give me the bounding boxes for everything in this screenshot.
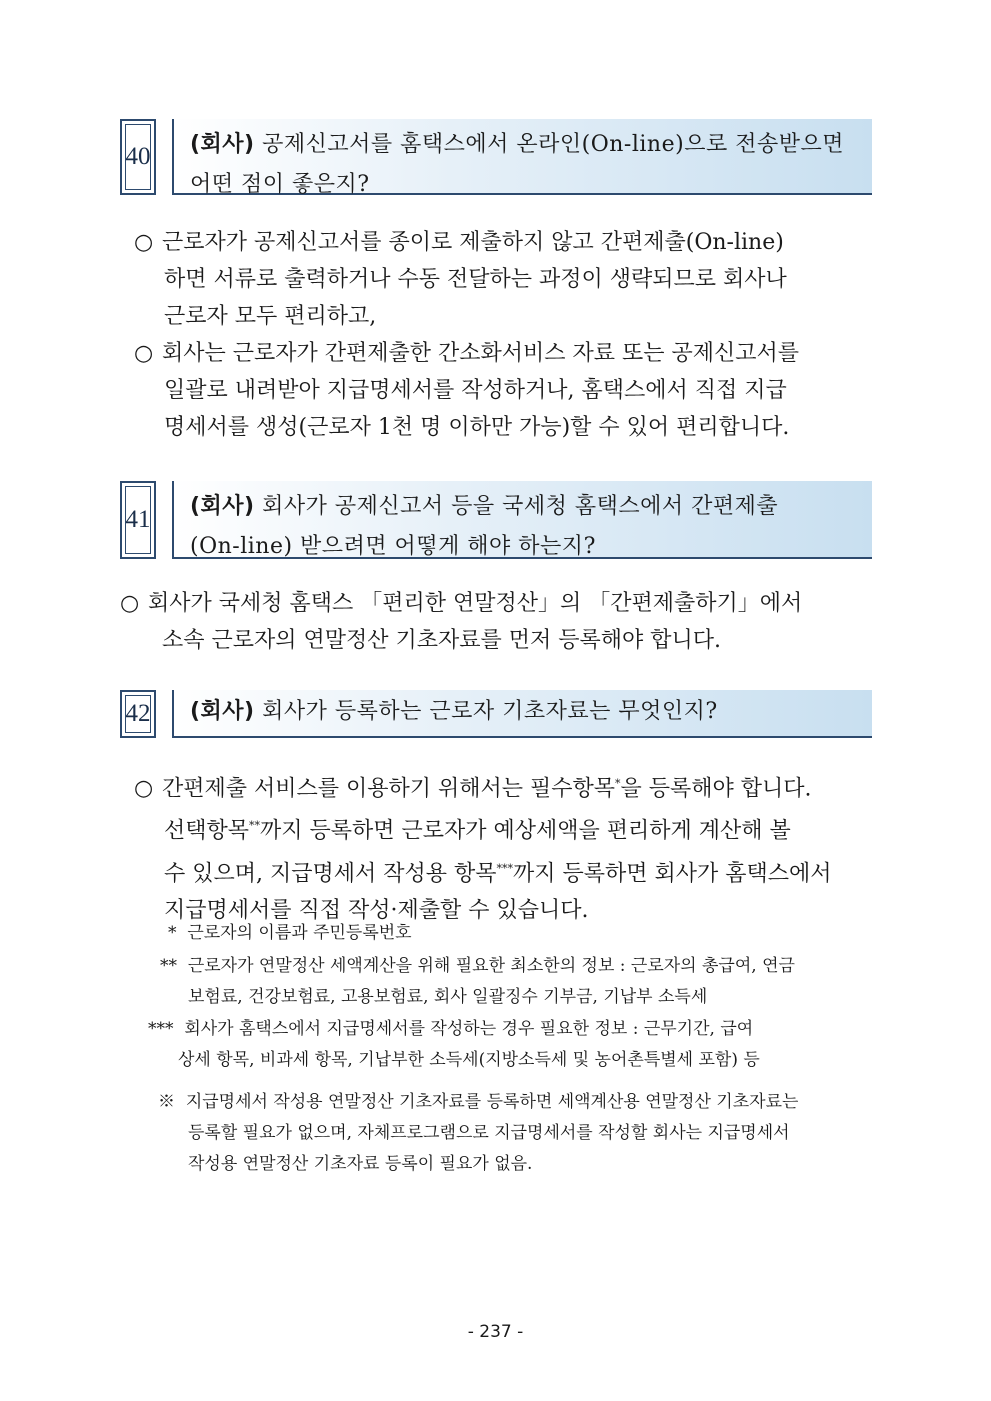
- page-number: - 237 -: [467, 1322, 524, 1342]
- question-42: [120, 690, 872, 738]
- note-1: [168, 918, 412, 949]
- note-2: [160, 951, 795, 1013]
- question-line-2: (On-line) 받으려면 어떻게 해야 하는지?: [190, 534, 596, 559]
- question-tag: (회사): [190, 699, 255, 724]
- question-40: [120, 119, 872, 195]
- answer-41: [120, 585, 872, 659]
- answer-text: 근로자가 공제신고서를 종이로 제출하지 않고 간편제출(On-line): [162, 230, 784, 255]
- bullet-icon: ○: [134, 776, 154, 802]
- answer-text: 하면 서류로 출력하거나 수동 전달하는 과정이 생략되므로 회사나: [164, 267, 787, 292]
- footnote-mark: ***: [496, 861, 513, 875]
- answer-text: 일괄로 내려받아 지급명세서를 작성하거나, 홈택스에서 직접 지급: [164, 378, 787, 403]
- note-text: 근로자의 이름과 주민등록번호: [187, 923, 412, 943]
- footnote-mark: *: [615, 777, 621, 790]
- answer-text: 회사는 근로자가 간편제출한 간소화서비스 자료 또는 공제신고서를: [162, 341, 800, 366]
- question-box: [172, 119, 872, 195]
- note-mark: *: [168, 923, 177, 943]
- answer-text: 명세서를 생성(근로자 1천 명 이하만 가능)할 수 있어 편리합니다.: [164, 415, 790, 440]
- question-tag: (회사): [190, 132, 255, 157]
- answer-40: [134, 224, 874, 446]
- note-text: 지급명세서 작성용 연말정산 기초자료를 등록하면 세액계산용 연말정산 기초자료는: [185, 1092, 799, 1112]
- answer-text: 까지 등록하면 회사가 홈택스에서: [513, 860, 832, 886]
- note-mark: **: [160, 956, 177, 976]
- note-text: 보험료, 건강보험료, 고용보험료, 회사 일괄징수 기부금, 기납부 소득세: [188, 987, 708, 1007]
- question-line-1: 공제신고서를 홈택스에서 온라인(On-line)으로 전송받으면: [254, 132, 844, 157]
- note-text: 근로자가 연말정산 세액계산을 위해 필요한 최소한의 정보 : 근로자의 총급여, 연금: [187, 956, 795, 976]
- question-tag: (회사): [190, 494, 255, 519]
- note-text: 등록할 필요가 없으며, 자체프로그램으로 지급명세서를 작성할 회사는 지급명세서: [188, 1123, 790, 1143]
- answer-text: 선택항목: [164, 818, 250, 844]
- answer-text: 까지 등록하면 근로자가 예상세액을 편리하게 계산해 볼: [260, 818, 791, 844]
- note-text: 상세 항목, 비과세 항목, 기납부한 소득세(지방소득세 및 농어촌특별세 포함) 등: [178, 1050, 760, 1070]
- answer-text: 을 등록해야 합니다.: [620, 776, 812, 802]
- footnote-mark: **: [249, 819, 261, 833]
- bullet-icon: ○: [134, 341, 154, 366]
- answer-text: 소속 근로자의 연말정산 기초자료를 먼저 등록해야 합니다.: [162, 628, 722, 653]
- answer-text: 회사가 국세청 홈택스 「편리한 연말정산」의 「간편제출하기」에서: [148, 591, 803, 616]
- reference-mark-icon: ※: [158, 1092, 175, 1112]
- bullet-icon: ○: [134, 230, 154, 255]
- question-box: [172, 690, 872, 738]
- question-number: 41: [125, 506, 151, 533]
- question-line-2: 어떤 점이 좋은지?: [190, 172, 370, 197]
- note-3: [148, 1014, 760, 1076]
- note-4: [158, 1087, 798, 1180]
- question-41: [120, 481, 872, 559]
- answer-42: [134, 765, 874, 929]
- question-number-box: [120, 690, 156, 738]
- note-mark: ***: [148, 1019, 174, 1039]
- answer-text: 간편제출 서비스를 이용하기 위해서는 필수항목: [162, 776, 616, 802]
- answer-text: 근로자 모두 편리하고,: [164, 304, 377, 329]
- note-text: 작성용 연말정산 기초자료 등록이 필요가 없음.: [188, 1154, 533, 1174]
- question-number-box: [120, 481, 156, 559]
- question-box: [172, 481, 872, 559]
- question-line-1: 회사가 등록하는 근로자 기초자료는 무엇인지?: [254, 699, 718, 724]
- question-number-box: [120, 119, 156, 195]
- question-number: 42: [125, 700, 151, 727]
- bullet-icon: ○: [120, 591, 140, 616]
- answer-text: 수 있으며, 지급명세서 작성용 항목: [164, 860, 497, 886]
- question-number: 40: [125, 143, 151, 170]
- question-line-1: 회사가 공제신고서 등을 국세청 홈택스에서 간편제출: [254, 494, 779, 519]
- note-text: 회사가 홈택스에서 지급명세서를 작성하는 경우 필요한 정보 : 근무기간, 급여: [184, 1019, 754, 1039]
- answer-text: 지급명세서를 직접 작성·제출할 수 있습니다.: [164, 897, 589, 923]
